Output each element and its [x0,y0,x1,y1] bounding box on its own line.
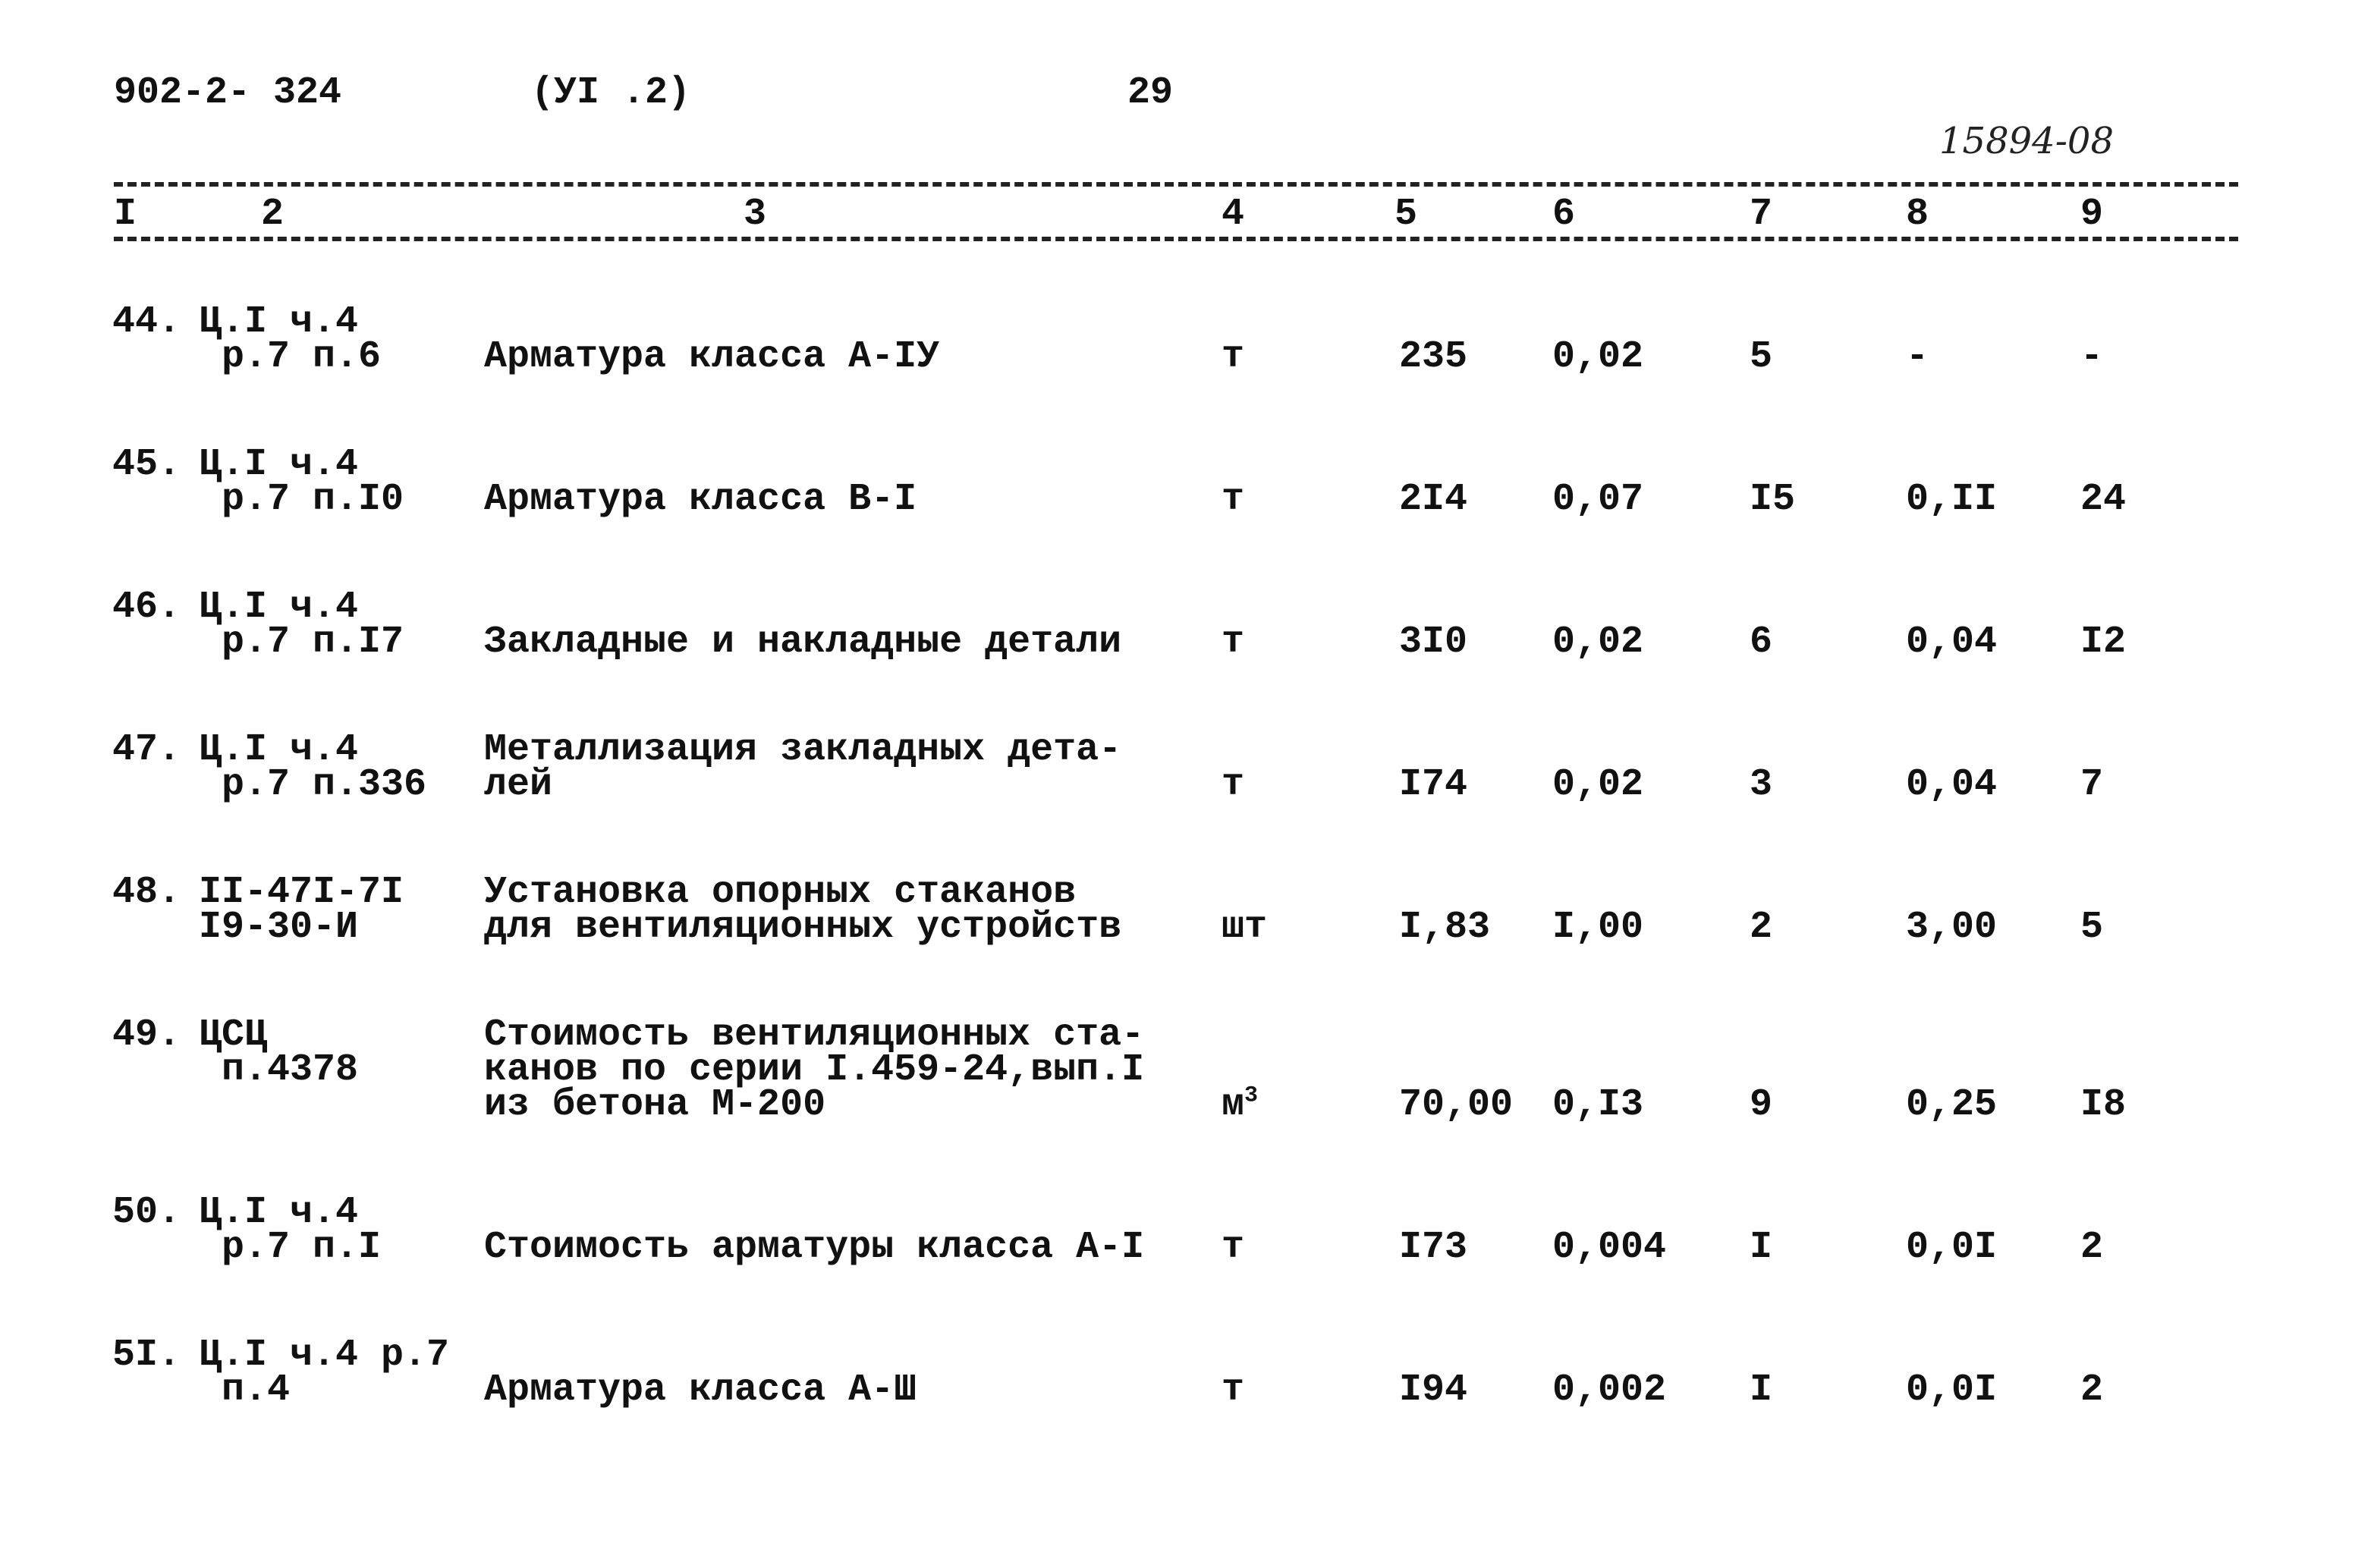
row-unit: т [1222,478,1245,521]
row-col6: 0,004 [1552,1226,1667,1269]
row-description: Закладные и накладные детали [484,621,1122,664]
column-number: 4 [1222,193,1245,236]
row-col8: 0,25 [1906,1083,1998,1127]
row-col6: 0,02 [1552,763,1644,806]
row-number: 44. [112,300,181,344]
row-col5: 3I0 [1399,621,1468,664]
row-number: 48. [112,871,181,914]
handwritten-number: 15894-08 [1939,120,2114,162]
row-code: Ц.I ч.4 р.7 п.336 [199,728,427,806]
row-col5: I94 [1399,1368,1468,1412]
row-col7: I5 [1750,478,1796,521]
row-description: Арматура класса А-Ш [484,1368,917,1412]
row-number: 50. [112,1191,181,1234]
row-col7: 3 [1750,763,1773,806]
row-unit: т [1222,1368,1245,1412]
row-col6: 0,02 [1552,335,1644,379]
row-col9: 7 [2080,763,2104,806]
row-description: Арматура класса А-IУ [484,335,940,379]
row-description: Металлизация закладных дета- лей [484,728,1122,806]
row-description: Арматура класса В-I [484,478,917,521]
table-row [0,728,2374,869]
table-row [0,1013,2374,1155]
row-col6: 0,I3 [1552,1083,1644,1127]
row-col7: I [1750,1368,1773,1412]
row-number: 5I. [112,1334,181,1377]
row-col9: - [2080,335,2104,379]
row-col5: 2I4 [1399,478,1468,521]
row-unit: т [1222,763,1245,806]
row-number: 45. [112,443,181,486]
row-col9: I2 [2080,621,2127,664]
row-col8: 0,0I [1906,1226,1998,1269]
row-code: ЦСЦ п.4378 [199,1013,359,1092]
row-number: 47. [112,728,181,771]
row-col8: 0,04 [1906,621,1998,664]
table-row [0,1191,2374,1332]
row-unit: т [1222,335,1245,379]
row-col8: 0,II [1906,478,1998,521]
column-number: I [114,193,137,236]
column-number: 3 [744,193,767,236]
unit-superscript: 3 [1244,1083,1259,1109]
row-unit: шт [1222,906,1268,949]
row-code: II-47I-7I I9-30-И [199,871,404,949]
row-unit: т [1222,621,1245,664]
row-description: Стоимость арматуры класса А-I [484,1226,1145,1269]
header-rule-bottom [114,237,2238,241]
row-col9: 24 [2080,478,2127,521]
row-col9: 5 [2080,906,2104,949]
row-col8: 0,0I [1906,1368,1998,1412]
row-description: Стоимость вентиляционных ста- канов по серии I.459-24,вып.I из бетона М-200 [484,1013,1145,1127]
row-col8: 3,00 [1906,906,1998,949]
column-number: 2 [261,193,285,236]
column-number: 7 [1750,193,1773,236]
row-col7: 2 [1750,906,1773,949]
page-number: 29 [1127,71,1174,115]
table-row [0,443,2374,584]
row-unit [1222,1083,1259,1127]
row-col6: 0,07 [1552,478,1644,521]
row-col6: I,00 [1552,906,1644,949]
row-col8: 0,04 [1906,763,1998,806]
column-number: 6 [1552,193,1576,236]
row-col5: I,83 [1399,906,1491,949]
row-col7: 5 [1750,335,1773,379]
row-col7: 6 [1750,621,1773,664]
column-number: 5 [1395,193,1418,236]
unit-text: м [1222,1083,1245,1127]
row-code: Ц.I ч.4 р.7 п.6 [199,300,382,379]
row-col8: - [1906,335,1929,379]
row-col6: 0,002 [1552,1368,1667,1412]
row-code: Ц.I ч.4 р.7 п.4 [199,1334,450,1412]
row-col9: 2 [2080,1226,2104,1269]
table-row [0,300,2374,441]
column-number: 8 [1906,193,1929,236]
row-unit: т [1222,1226,1245,1269]
row-code: Ц.I ч.4 р.7 п.I0 [199,443,404,521]
table-row [0,586,2374,727]
row-col5: 70,00 [1399,1083,1514,1127]
row-code: Ц.I ч.4 р.7 п.I7 [199,586,404,664]
row-col5: I73 [1399,1226,1468,1269]
row-number: 46. [112,586,181,629]
row-description: Установка опорных стаканов для вентиляционных устройств [484,871,1122,949]
row-col7: 9 [1750,1083,1773,1127]
sheet-reference: (УI .2) [531,71,691,115]
table-row [0,871,2374,1012]
document-code: 902-2- 324 [114,71,342,115]
row-col5: 235 [1399,335,1468,379]
table-row [0,1334,2374,1475]
column-number: 9 [2080,193,2104,236]
header-rule-top [114,182,2238,187]
row-col6: 0,02 [1552,621,1644,664]
row-col9: I8 [2080,1083,2127,1127]
row-number: 49. [112,1013,181,1057]
row-col9: 2 [2080,1368,2104,1412]
row-col7: I [1750,1226,1773,1269]
row-col5: I74 [1399,763,1468,806]
row-code: Ц.I ч.4 р.7 п.I [199,1191,382,1269]
